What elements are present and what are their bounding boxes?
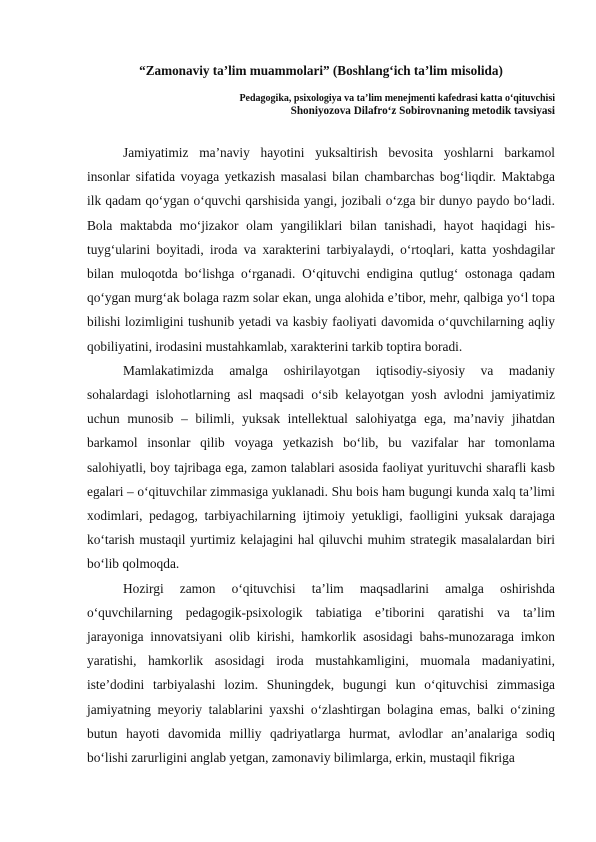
paragraph-3: Hozirgi zamon o‘qituvchisi ta’lim maqsadlarini amalga oshirishda o‘quvchilarning pedagogik-psixologik tabiatiga e’tiborini qaratishi va ta’lim jarayoniga innovatsiyani olib kirishi, hamkorlik asosidagi bahs-munozaraga imkon yaratishi, hamkorlik asosidagi iroda mustahkamligini, muomala madaniyatini, iste’dodini tarbiyalashi lozim. Shuningdek, bugungi kun o‘qituvchisi zimmasiga jamiyatning meyoriy talablarini yaxshi o‘zlashtirgan bolagina emas, balki o‘zining butun hayoti davomida milliy qadriyatlarga hurmat, avlodlar an’analariga sodiq bo‘lishi zarurligini anglab yetgan, zamonaviy bilimlarga, erkin, mustaqil fikriga — [87, 580, 555, 766]
document-body — [87, 141, 555, 770]
document-title: “Zamonaviy ta’lim muammolari” (Boshlang‘ich ta’lim misolida) — [139, 63, 503, 78]
author-affiliation: Pedagogika, psixologiya va ta’lim menejmenti kafedrasi katta o‘qituvchisi — [239, 93, 555, 104]
paragraph-1: Jamiyatimiz ma’naviy hayotini yuksaltirish bevosita yoshlarni barkamol insonlar sifatida voyaga yetkazish masalasi bilan chambarchas bog‘liqdir. Maktabga ilk qadam qo‘ygan o‘quvchi qarshisida yangi, jozibali o‘zga bir dunyo paydo bo‘ladi. Bola maktabda mo‘jizakor olam yangiliklari bilan tanishadi, hayot haqidagi his-tuyg‘ularini boyitadi, iroda va xarakterini tarbiyalaydi, o‘rtoqlari, katta yoshdagilar bilan muloqotda bo‘lishga o‘rganadi. O‘qituvchi endigina qutlug‘ ostonaga qadam qo‘ygan murg‘ak bolaga razm solar ekan, unga alohida e’tibor, mehr, qalbiga yo‘l topa bilishi lozimligini tushunib yetadi va kasbiy faoliyati davomida o‘quvchilarning aqliy qobiliyatini, irodasini mustahkamlab, xarakterini tarkib toptira boradi. — [87, 145, 555, 354]
author-name-line: Shoniyozova Dilafro‘z Sobirovnaning metodik tavsiyasi — [290, 105, 555, 117]
paragraph-2: Mamlakatimizda amalga oshirilayotgan iqtisodiy-siyosiy va madaniy sohalardagi islohotlarning asl maqsadi o‘sib kelayotgan yosh avlodni jamiyatimiz uchun munosib – bilimli, yuksak intellektual salohiyatga ega, ma’naviy jihatdan barkamol insonlar qilib voyaga yetkazish bo‘lib, bu vazifalar har tomonlama salohiyatli, boy tajribaga ega, zamon talablari asosida faoliyat yurituvchi sharafli kasb egalari – o‘qituvchilar zimmasiga yuklanadi. Shu bois ham bugungi kunda xalq ta’limi xodimlari, pedagog, tarbiyachilarning ijtimoiy yetukligi, faolligini yuksak darajaga ko‘tarish mustaqil yurtimiz kelajagini hal qiluvchi muhim strategik masalalardan biri bo‘lib qolmoqda. — [87, 362, 555, 572]
